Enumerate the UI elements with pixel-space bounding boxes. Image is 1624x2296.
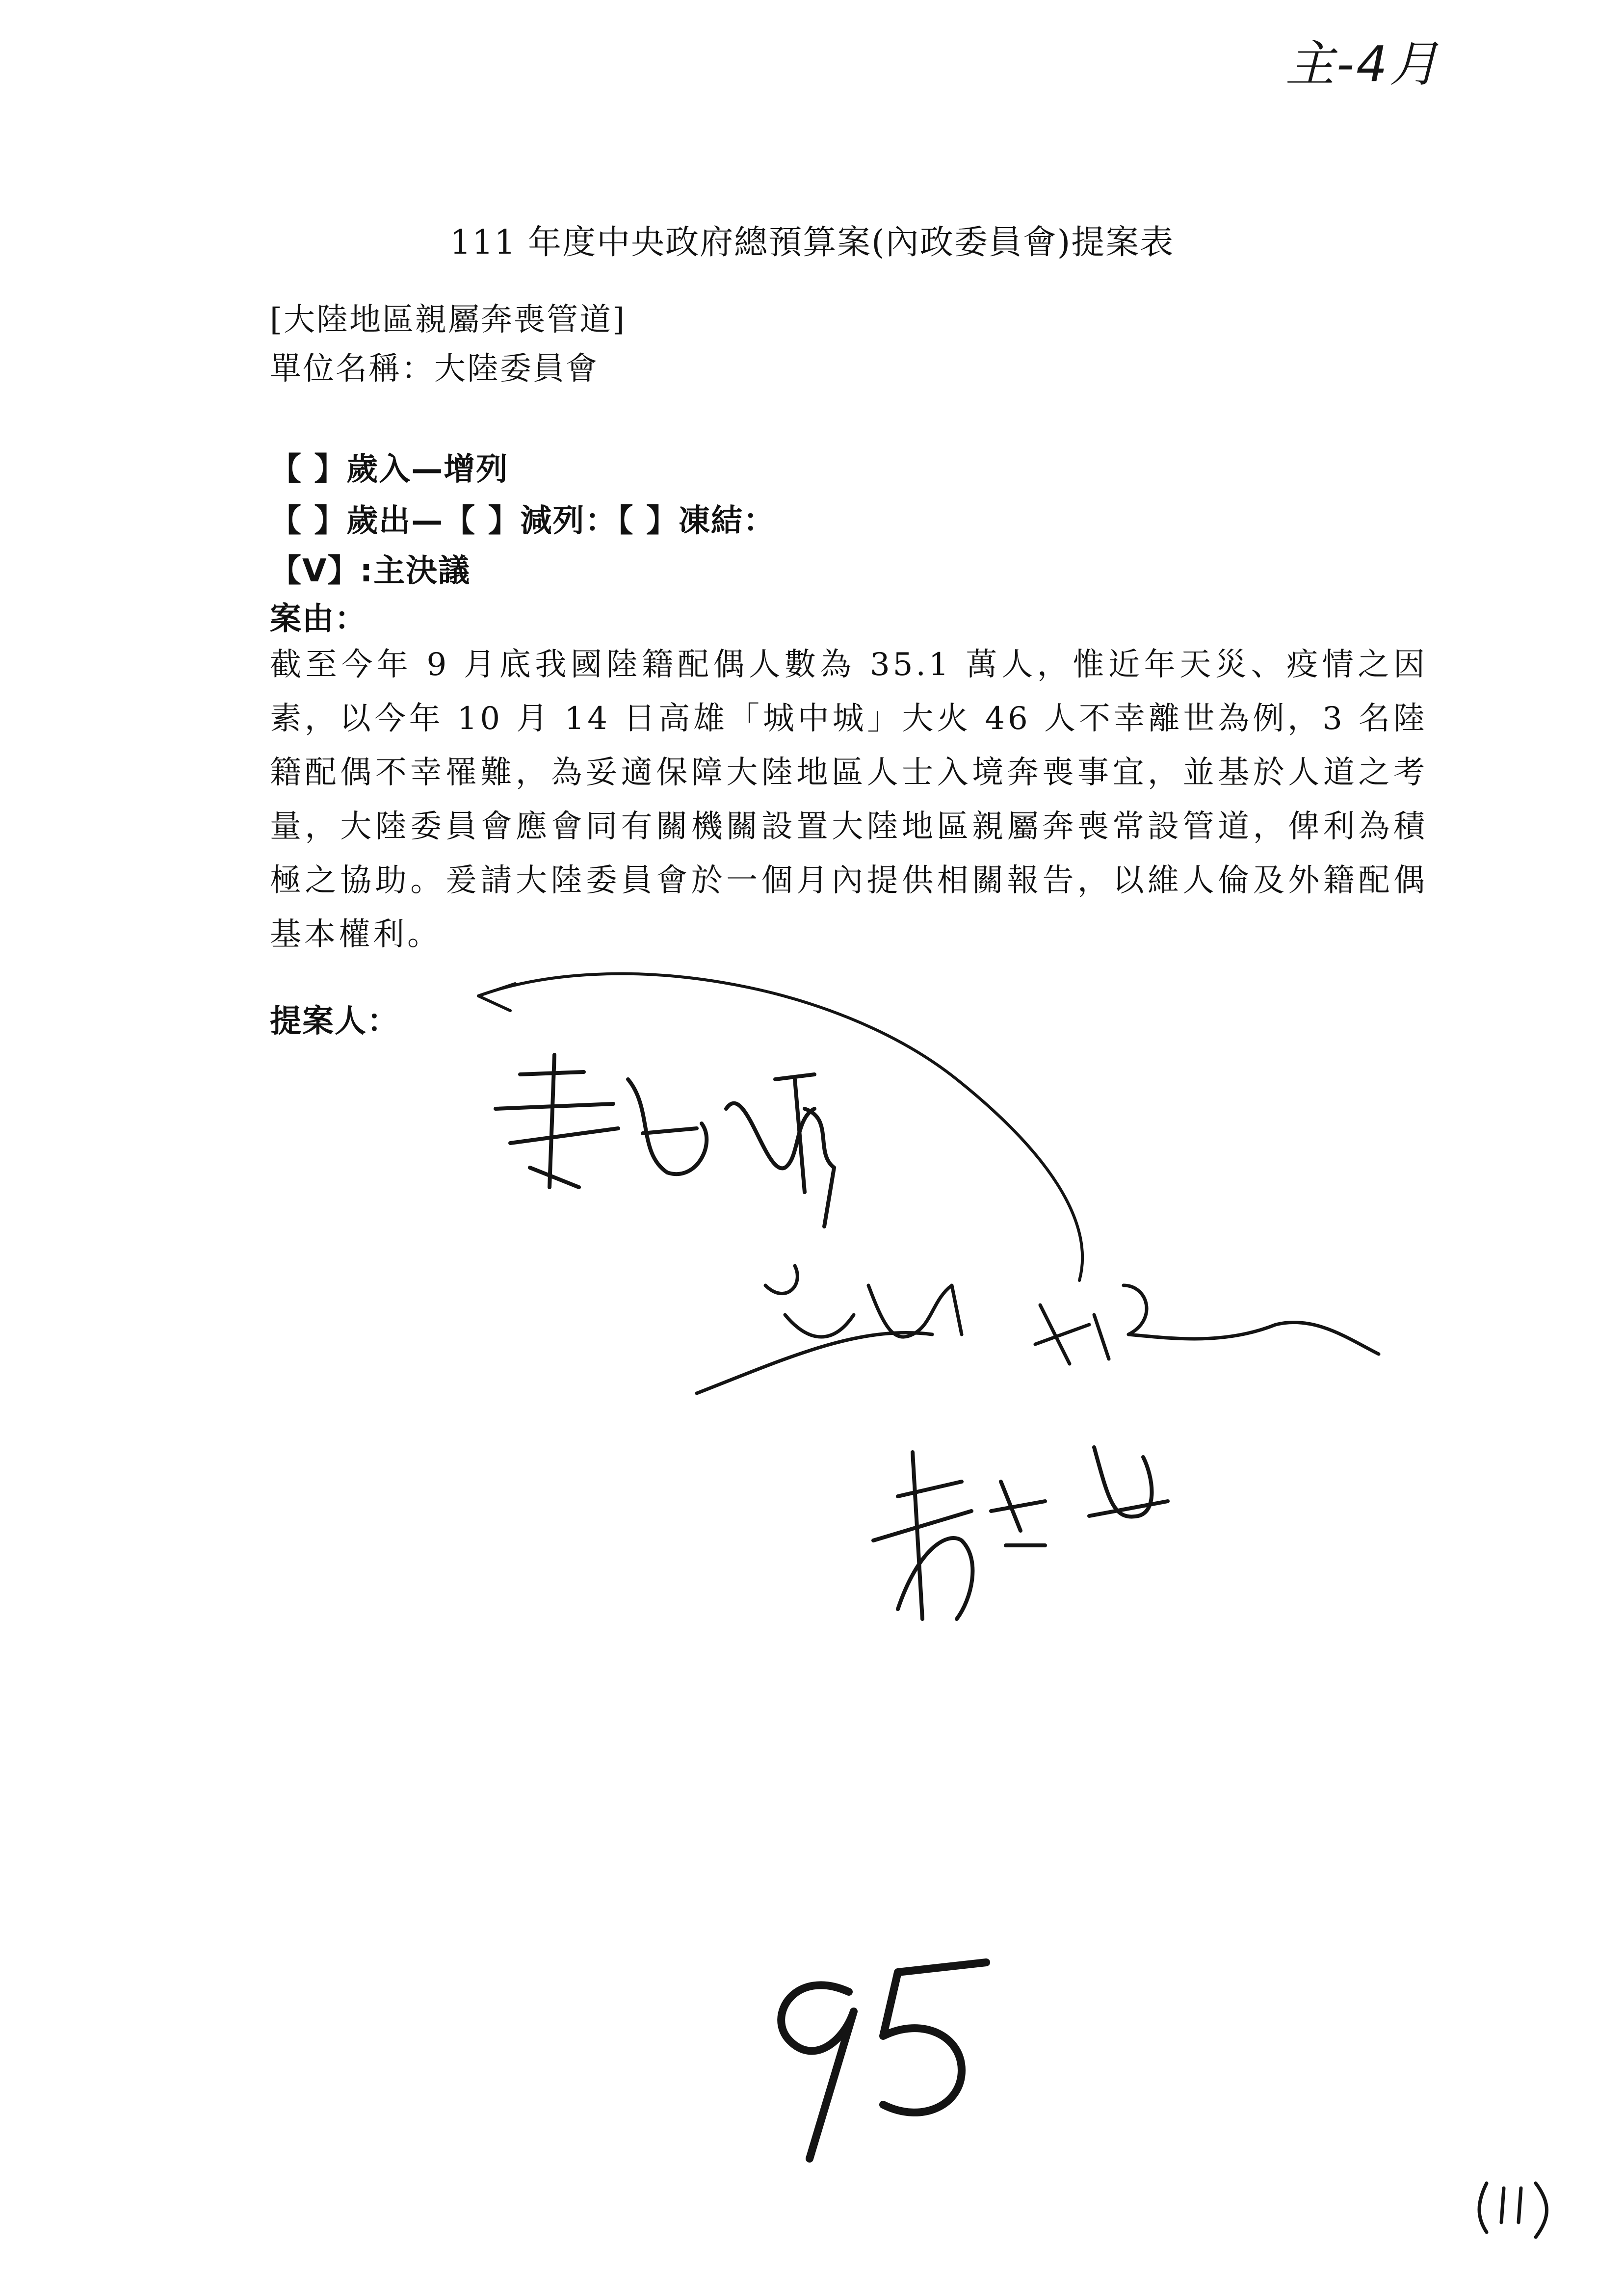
signature-3 bbox=[1035, 1285, 1379, 1364]
signature-1 bbox=[496, 1055, 834, 1226]
handwritten-corner-mark: 主-4月 bbox=[1285, 35, 1441, 93]
signature-4 bbox=[873, 1447, 1168, 1619]
option-main-resolution: 【V】:主決議 bbox=[270, 553, 471, 589]
bottom-corner-mark bbox=[1479, 2183, 1547, 2237]
proposer-label: 提案人： bbox=[270, 1003, 399, 1040]
document-title: 111 年度中央政府總預算案(內政委員會)提案表 bbox=[449, 223, 1175, 262]
unit-name: 單位名稱：大陸委員會 bbox=[270, 351, 599, 387]
option-revenue-increase: 【 】歲入—增列 bbox=[270, 451, 509, 488]
handwritten-number-95 bbox=[781, 1962, 986, 2159]
option-expenditure: 【 】歲出—【 】減列：【 】凍結： bbox=[270, 503, 776, 539]
reason-label: 案由： bbox=[270, 601, 367, 637]
signature-2 bbox=[697, 1266, 962, 1393]
arrow-stroke bbox=[478, 974, 1082, 1280]
subject-tag: [大陸地區親屬奔喪管道] bbox=[270, 302, 626, 338]
reason-text: 截至今年 9 月底我國陸籍配偶人數為 35.1 萬人，惟近年天災、疫情之因素，以今年 10 月 14 日高雄「城中城」大火 46 人不幸離世為例，3 名陸籍配偶不幸罹難，為妥適保障大陸地區人士入境奔喪事宜，並基於人道之考量，大陸委員會應會同有關機關設置大陸地區親屬奔喪常設管道，俾利為積極之協助。爰請大陸委員會於一個月內提供相關報告，以維人倫及外籍配偶基本權利。 bbox=[270, 647, 1428, 953]
